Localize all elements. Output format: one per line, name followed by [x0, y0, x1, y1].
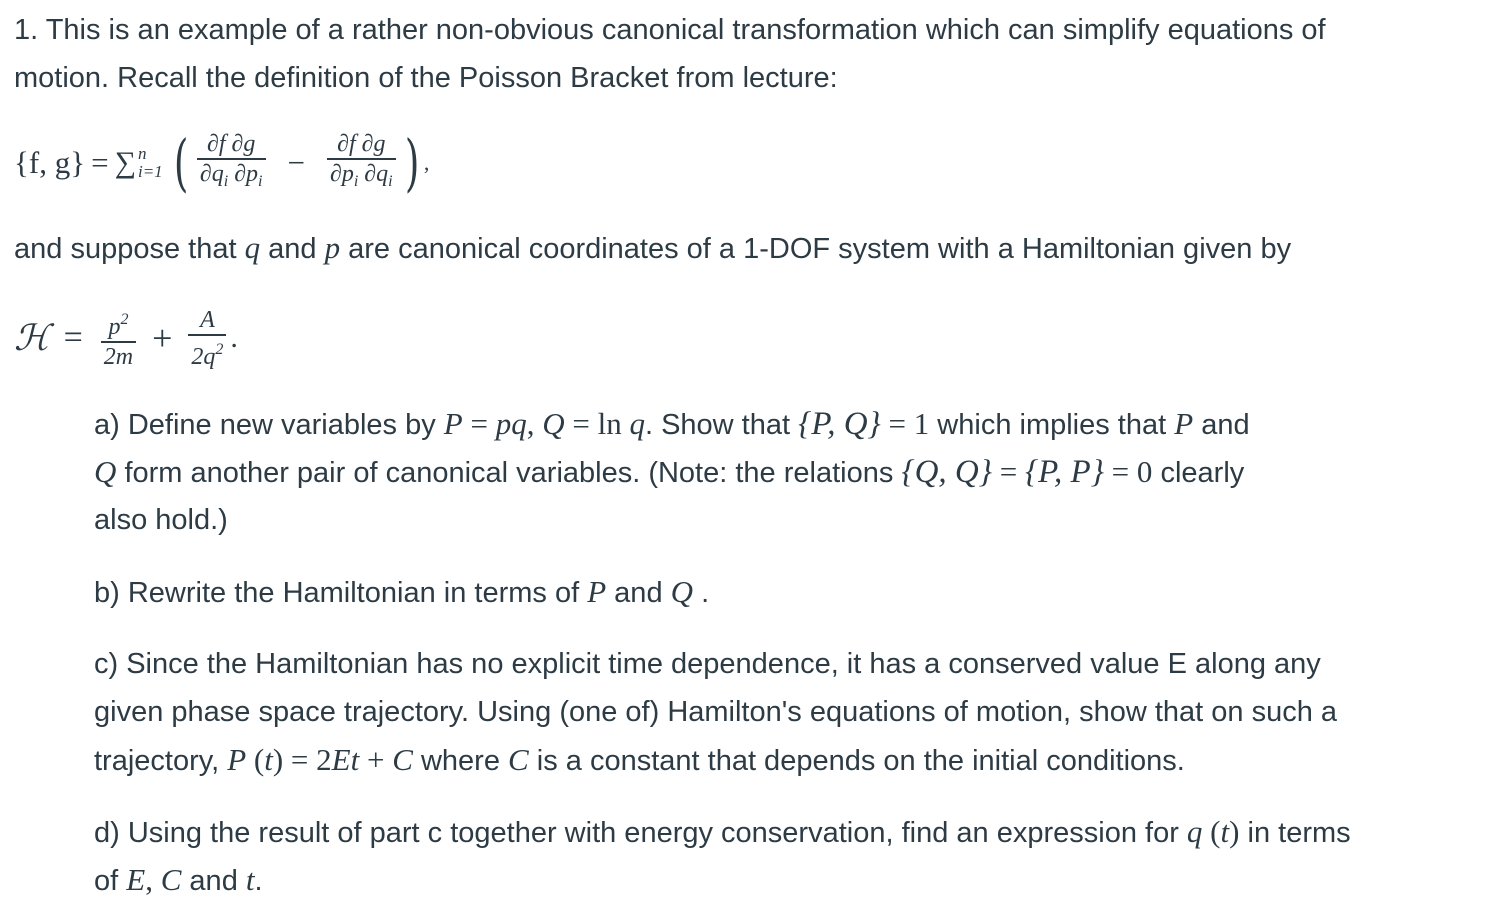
- hamiltonian-period: .: [230, 321, 238, 354]
- poisson-trailing-comma: ,: [423, 150, 430, 175]
- potential-term: $\frac{A}{2q^2}$: [188, 306, 226, 371]
- part-a-line-2: Q form another pair of canonical variables. (Note: the relations {Q, Q} = {P, P} = 0 clearly: [94, 454, 1245, 490]
- sum-symbol: ∑: [114, 146, 136, 179]
- term1-numerator: ∂f ∂g: [206, 131, 256, 157]
- suppose-line: and suppose that q and p are canonical coordinates of a 1-DOF system with a Hamiltonian given by: [14, 230, 1292, 265]
- part-a-line-1: a) Define new variables by P = pq, Q = ln q. Show that {P, Q} = 1 which implies that P and: [94, 406, 1250, 442]
- part-b-line: b) Rewrite the Hamiltonian in terms of P and Q .: [94, 574, 710, 609]
- intro-line-1: 1. This is an example of a rather non-obvious canonical transformation which can simplify equations of: [14, 14, 1326, 46]
- term2-numerator: ∂f ∂g: [337, 131, 386, 157]
- term1-fraction: [197, 130, 266, 196]
- term2-fraction: [327, 130, 396, 196]
- var-p: p: [324, 230, 341, 265]
- sum-lower-limit: i=1: [137, 162, 163, 181]
- part-a-line-3: also hold.): [94, 504, 228, 536]
- term1-denominator: $\partial q_i$ $\partial p_i$: [197, 158, 266, 196]
- poisson-minus: −: [287, 145, 305, 180]
- hamiltonian-symbol: ℋ: [14, 318, 50, 358]
- part-c-line-3: trajectory, P (t) = 2Et + C where C is a constant that depends on the initial conditions.: [94, 742, 1185, 777]
- poisson-lhs: {f, g}: [14, 145, 86, 180]
- part-d-line-2: of E, C and t.: [94, 862, 263, 897]
- hamiltonian-equals: =: [63, 319, 83, 356]
- part-d-line-1: d) Using the result of part c together with energy conservation, find an expression for q (t) in terms: [94, 814, 1351, 849]
- intro-line-2: motion. Recall the definition of the Poisson Bracket from lecture:: [14, 62, 838, 94]
- hamiltonian-plus: +: [152, 318, 173, 358]
- var-q: q: [244, 230, 261, 265]
- poisson-bracket-equation: {f, g} = ∑ n i=1 ( $\frac{\partial f \partial g}{\partial q_i \partial p_i}$ − $\frac{\partial f \partial g}{\partial p_i \partial q_i}$ ) ,: [14, 126, 430, 199]
- poisson-equals: =: [91, 145, 109, 180]
- term2-denominator: $\partial p_i$ $\partial q_i$: [327, 158, 396, 196]
- hamiltonian-equation: [14, 300, 238, 376]
- part-c-line-2: given phase space trajectory. Using (one of) Hamilton's equations of motion, show that on such a: [94, 696, 1338, 728]
- sum-upper-limit: n: [137, 144, 147, 163]
- kinetic-term: $\frac{p^2}{2m}$: [101, 306, 136, 371]
- part-c-line-1: c) Since the Hamiltonian has no explicit time dependence, it has a conserved value E along any: [94, 648, 1321, 680]
